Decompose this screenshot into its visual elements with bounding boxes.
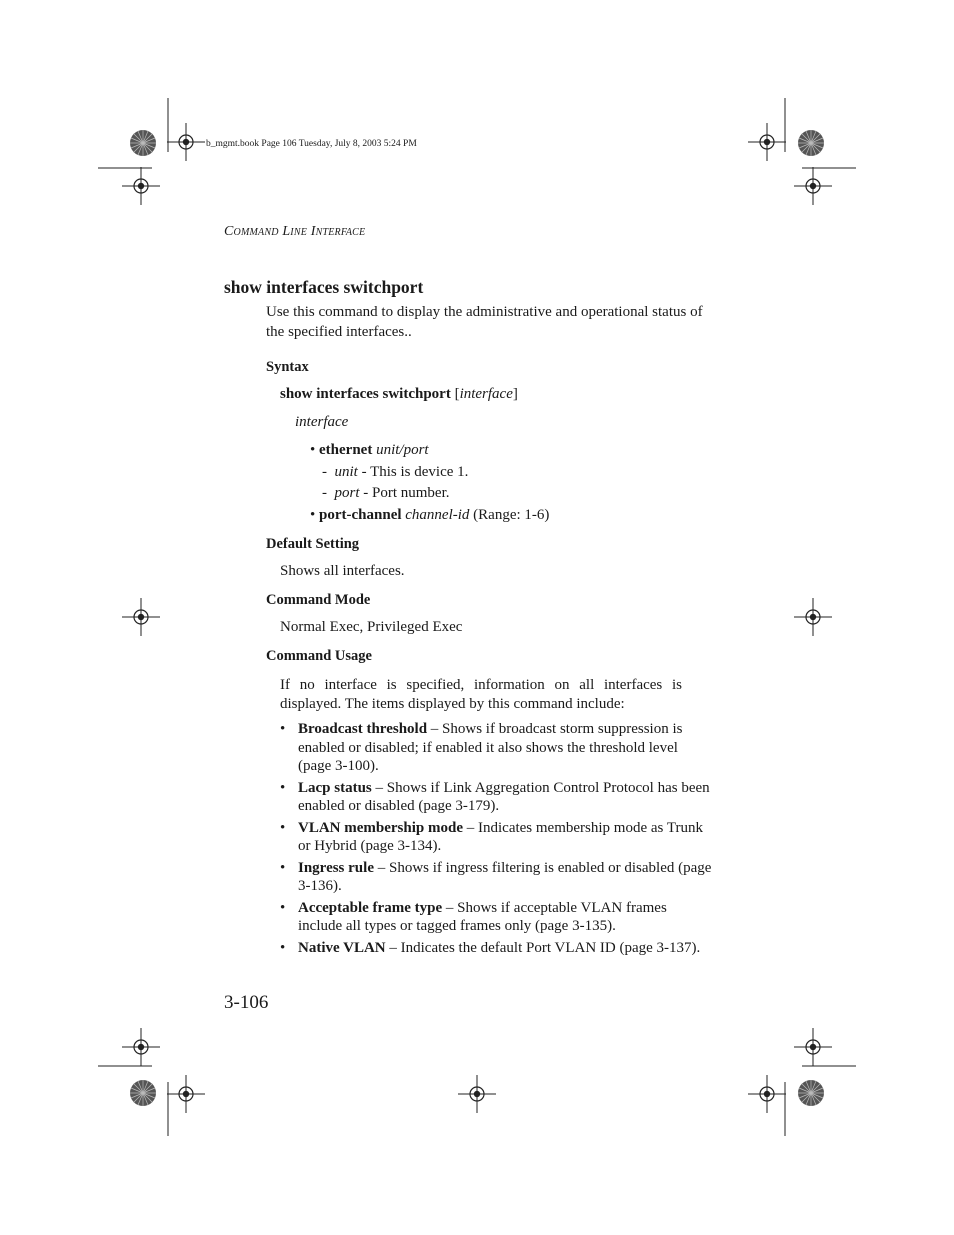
- suboption-name: port: [334, 485, 360, 501]
- item-term: VLAN membership mode: [298, 819, 463, 836]
- list-item: [280, 859, 712, 896]
- default-setting-text: Shows all interfaces.: [280, 563, 405, 579]
- item-term: Acceptable frame type: [298, 899, 443, 916]
- command-usage-intro: If no interface is specified, information on all interfaces is displayed. The items displayed by this command include:: [280, 677, 682, 712]
- section-title: show interfaces switchport: [224, 277, 424, 297]
- option-port-channel: [310, 507, 549, 524]
- bullet: •: [280, 819, 286, 836]
- list-item: [280, 899, 712, 936]
- bullet: •: [280, 859, 286, 876]
- description: Use this command to display the administrative and operational status of the specified interfaces..: [266, 304, 703, 340]
- bullet: •: [310, 442, 316, 458]
- command-mode-heading: Command Mode: [266, 592, 371, 608]
- item-text: – Indicates membership mode as Trunk or Hybrid (page 3-134).: [298, 819, 703, 854]
- option-ethernet: [310, 442, 429, 459]
- suboption-desc: - Port number.: [359, 485, 450, 501]
- list-item: [280, 819, 712, 856]
- command-mode-text: Normal Exec, Privileged Exec: [280, 619, 463, 635]
- item-text: – Shows if ingress filtering is enabled or disabled (page 3-136).: [298, 859, 712, 894]
- option-keyword: port-channel: [319, 507, 402, 523]
- dash: -: [322, 464, 327, 480]
- item-term: Broadcast threshold: [298, 721, 428, 737]
- item-term: Native VLAN: [298, 939, 386, 956]
- item-text: – Shows if Link Aggregation Control Protocol has been enabled or disabled (page 3-179).: [298, 779, 710, 814]
- param-label: interface: [295, 414, 349, 430]
- list-item: [280, 720, 712, 776]
- suboption-desc: - This is device 1.: [357, 464, 469, 480]
- suboption-name: unit: [334, 464, 358, 480]
- option-args: channel-id: [401, 507, 470, 523]
- list-item: [280, 939, 712, 958]
- option-args: unit/port: [372, 442, 429, 458]
- syntax-heading: Syntax: [266, 359, 309, 375]
- bullet: •: [280, 899, 286, 916]
- bullet: •: [280, 721, 286, 737]
- dash: -: [322, 485, 327, 501]
- item-text: – Indicates the default Port VLAN ID (page 3-137).: [385, 939, 701, 956]
- suboption-port: [322, 485, 450, 502]
- print-slug: b_mgmt.book Page 106 Tuesday, July 8, 2003 5:24 PM: [206, 139, 417, 149]
- command-usage-heading: Command Usage: [266, 648, 372, 664]
- syntax-command: [280, 386, 518, 403]
- item-term: Ingress rule: [298, 859, 374, 876]
- item-text: – Shows if acceptable VLAN frames include all types or tagged frames only (page 3-135).: [298, 899, 667, 934]
- bullet: •: [310, 507, 316, 523]
- item-text: – Shows if broadcast storm suppression is enabled or disabled; if enabled it also shows the threshold level (page 3-100).: [298, 721, 683, 774]
- bullet: •: [280, 779, 286, 796]
- usage-item-list: [280, 720, 712, 960]
- option-range: (Range: 1-6): [469, 507, 550, 523]
- page-number: 3-106: [224, 992, 269, 1013]
- default-setting-heading: Default Setting: [266, 536, 360, 552]
- running-header: Command Line Interface: [224, 224, 366, 239]
- suboption-unit: [322, 464, 468, 481]
- command-name: show interfaces switchport: [280, 386, 451, 402]
- bracket-open: [: [450, 386, 460, 402]
- list-item: [280, 779, 712, 816]
- item-term: Lacp status: [298, 779, 372, 796]
- bracket-close: ]: [512, 386, 518, 402]
- option-keyword: ethernet: [319, 442, 373, 458]
- command-param: interface: [459, 386, 513, 402]
- bullet: •: [280, 939, 286, 956]
